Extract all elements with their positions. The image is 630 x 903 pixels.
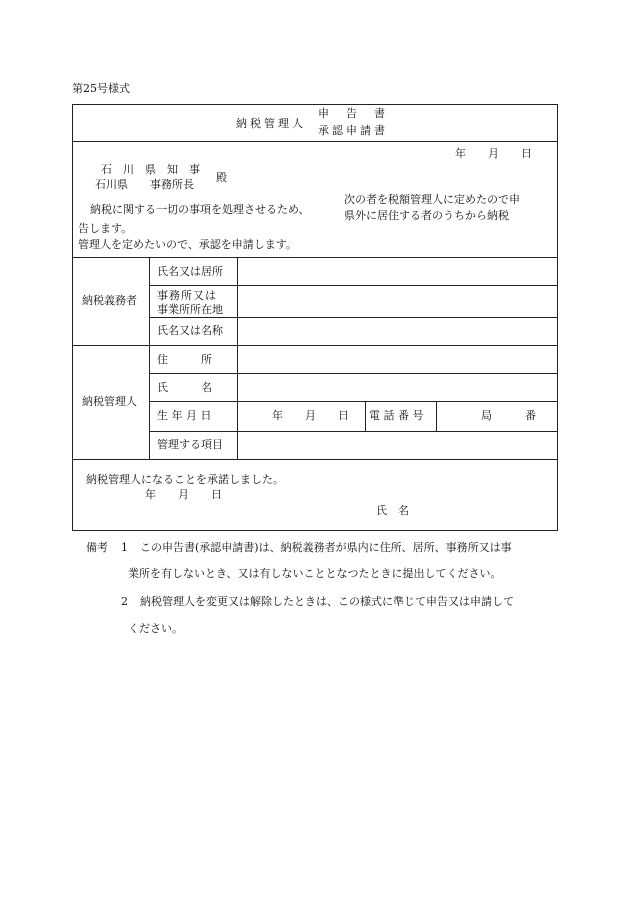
divider	[149, 317, 557, 318]
note-2-line1: 納税管理人を変更又は解除したときは、この様式に準じて申告又は申請して	[140, 595, 514, 608]
note-2-number: 2	[121, 595, 128, 608]
taxpayer-label: 納税義務者	[82, 294, 137, 307]
divider	[73, 257, 557, 258]
manager-phone-label: 電 話 番 号	[369, 409, 424, 422]
note-2-line2: ください。	[128, 622, 183, 635]
statement-left-line1: 納税に関する一切の事項を処理させるため、	[90, 203, 310, 216]
note-1-number: 1	[121, 541, 128, 554]
divider	[365, 401, 366, 431]
note-1-line2: 業所を有しないとき、又は有しないこととなつたときに提出してください。	[128, 567, 502, 580]
notes-label: 備考	[86, 541, 108, 554]
addressee-honorific: 殿	[216, 171, 227, 184]
statement-right-line2: 県外に居住する者のうちから納税	[344, 209, 509, 222]
divider	[237, 257, 238, 459]
form-number: 第25号様式	[72, 82, 130, 95]
statement-left-line2: 告します。	[78, 222, 133, 235]
application-date: 年 月 日	[455, 147, 532, 160]
statement-bottom: 管理人を定めたいので、承認を申請します。	[78, 238, 297, 251]
taxpayer-row-office-location: 事業所所在地	[157, 303, 223, 316]
divider	[149, 373, 557, 374]
taxpayer-row-name-title: 氏名又は名称	[157, 324, 223, 337]
manager-label: 納税管理人	[82, 395, 137, 408]
addressee-office: 石川県 事務所長	[95, 178, 194, 191]
statement-right-line1: 次の者を税額管理人に定めたので申	[344, 193, 520, 206]
manager-birth-label: 生 年 月 日	[157, 409, 212, 422]
divider	[436, 401, 437, 431]
manager-phone-value: 局 番	[481, 409, 536, 422]
addressee-governor: 石 川 県 知 事	[101, 163, 200, 176]
divider	[73, 345, 557, 346]
manager-items-label: 管理する項目	[157, 438, 223, 451]
divider	[73, 141, 557, 142]
divider	[149, 285, 557, 286]
manager-birth-value: 年 月 日	[272, 409, 349, 422]
divider	[73, 459, 557, 460]
divider	[149, 431, 557, 432]
form-title-line1: 申 告 書	[318, 107, 388, 120]
approval-text: 納税管理人になることを承諾しました。	[86, 473, 284, 486]
form-title-prefix: 納税管理人	[236, 117, 306, 130]
note-1-line1: この申告書(承認申請書)は、納税義務者が県内に住所、居所、事務所又は事	[140, 541, 512, 554]
manager-address-label: 住 所	[157, 353, 212, 366]
form-title-line2: 承認申請書	[318, 124, 388, 137]
divider	[149, 257, 150, 459]
divider	[149, 401, 557, 402]
manager-name-label: 氏 名	[157, 381, 212, 394]
taxpayer-row-office: 事務所又は	[157, 289, 217, 302]
approval-date: 年 月 日	[145, 488, 222, 501]
taxpayer-row-name: 氏名又は居所	[157, 265, 223, 278]
approval-name: 氏 名	[376, 504, 409, 517]
